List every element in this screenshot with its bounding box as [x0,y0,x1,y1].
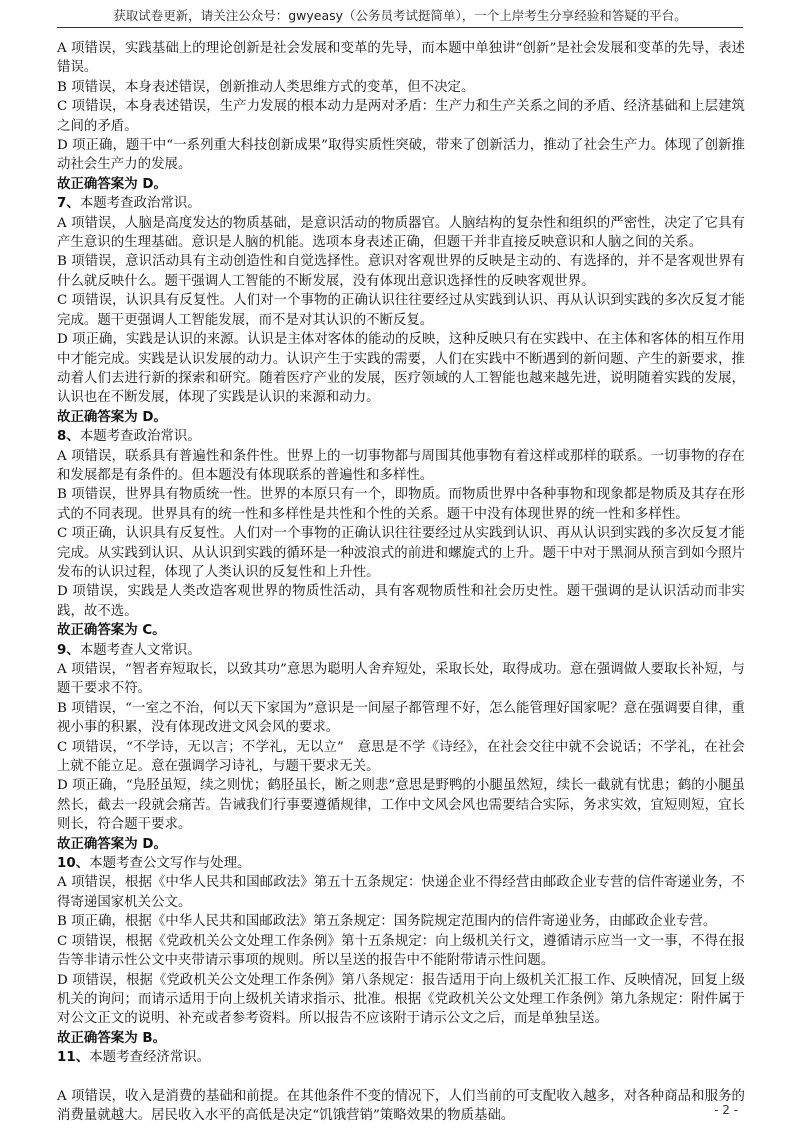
question-heading [57,427,745,446]
question-number: 8、 [57,429,80,445]
page-number: - 2 - [714,1103,738,1117]
option-explanation: A 项错误，实践基础上的理论创新是社会发展和变革的先导，而本题中单独讲“创新”是社会发展和变革的先导，表述错误。 [57,41,745,76]
option-explanation: D 项正确，题干中“一系列重大科技创新成果”取得实质性突破，带来了创新活力，推动了社会生产力。体现了创新推动社会生产力的发展。 [57,138,745,173]
question-number: 11、 [57,1050,90,1066]
question-heading [57,854,745,873]
correct-answer-line: 故正确答案为 C。 [57,623,166,639]
question-topic: 本题考查人文常识。 [79,642,201,658]
correct-answer-line: 故正确答案为 B。 [57,1030,167,1046]
question-number: 9、 [57,642,80,658]
option-explanation: B 项错误，本身表述错误，创新推动人类思维方式的变革，但不决定。 [57,79,475,95]
option-explanation: D 项正确，实践是认识的来源。认识是主体对客体的能动的反映，这种反映只有在实践中、在主体和客体的相互作用中才能完成。实践是认识发展的动力。认识产生于实践的需要，人们在实践中不断遇到的新问题、产生的新要求，推动着人们去进行新的探索和研究。随着医疗产业的发展，医疗领域的人工智能也越来越先进，说明随着实践的发展，认识也在不断发展，体现了实践是认识的来源和动力。 [57,332,745,406]
question-topic: 本题考查经济常识。 [89,1050,211,1066]
answer-explanations [57,39,745,1125]
option-explanation: B 项错误，世界具有物质统一性。世界的本原只有一个，即物质。而物质世界中各种事物和现象都是物质及其存在形式的不同表现。世界具有的统一性和多样性是共性和个性的关系。题干中没有体现世界的统一性和多样性。 [57,487,745,522]
correct-answer-line: 故正确答案为 D。 [57,176,167,192]
option-explanation: C 项错误，认识具有反复性。人们对一个事物的正确认识往往要经过从实践到认识、再从认识到实践的多次反复才能完成。题干更强调人工智能发展，而不是对其认识的不断反复。 [57,293,745,328]
option-explanation: B 项正确，根据《中华人民共和国邮政法》第五条规定：国务院规定范围内的信件寄递业务，由邮政企业专营。 [57,914,717,930]
question-topic: 本题考查公文写作与处理。 [89,856,251,872]
option-explanation: A 项错误，人脑是高度发达的物质基础，是意识活动的物质器官。人脑结构的复杂性和组织的严密性，决定了它具有产生意识的生理基础。意识是人脑的机能。选项本身表述正确，但题干并非直接反映意识和人脑之间的关系。 [57,215,745,251]
option-explanation: B 项错误，“一室之不治，何以天下家国为”意识是一间屋子都管理不好，怎么能管理好国家呢？意在强调要自律，重视小事的积累，没有体现改进文风会风的要求。 [57,700,745,736]
correct-answer-line: 故正确答案为 D。 [57,836,167,852]
question-number: 10、 [57,856,90,872]
question-heading [57,1048,745,1067]
question-topic: 本题考查政治常识。 [79,429,201,445]
question-topic: 本题考查政治常识。 [79,196,201,212]
option-explanation: D 项错误，实践是人类改造客观世界的物质性活动，具有客观物质性和社会历史性。题干强调的是认识活动而非实践，故不选。 [57,584,745,619]
question-number: 7、 [57,196,80,212]
header-divider [57,27,743,28]
question-heading [57,641,745,660]
option-explanation: A 项错误，收入是消费的基础和前提。在其他条件不变的情况下，人们当前的可支配收入越多，对各种商品和服务的消费量就越大。居民收入水平的高低是决定“饥饿营销”策略效果的物质基础。 [57,1088,745,1123]
option-explanation: D 项错误，根据《党政机关公文处理工作条例》第八条规定：报告适用于向上级机关汇报工作、反映情况，回复上级机关的询问；而请示适用于向上级机关请求指示、批准。根据《党政机关公文处理工作条例》第九条规定：附件属于对公文正文的说明、补充或者参考资料。所以报告不应该附于请示公文之后，而是单独呈送。 [57,972,745,1027]
option-explanation: C 项正确，认识具有反复性。人们对一个事物的正确认识往往要经过从实践到认识、再从认识到实践的多次反复才能完成。从实践到认识、从认识到实践的循环是一种波浪式的前进和螺旋式的上升。题干中对于黑洞从预言到如今照片发布的认识过程，体现了人类认识的反复性和上升性。 [57,526,745,580]
option-explanation: D 项正确，“凫胫虽短，续之则忧；鹤胫虽长，断之则悲”意思是野鸭的小腿虽然短，续长一截就有忧患；鹤的小腿虽然长，截去一段就会痛苦。告诫我们行事要遵循规律，工作中文风会风也需要结合实际，务求实效，宜短则短，宜长则长，符合题干要求。 [57,778,745,833]
option-explanation: B 项错误，意识活动具有主动创造性和自觉选择性。意识对客观世界的反映是主动的、有选择的，并不是客观世界有什么就反映什么。题干强调人工智能的不断发展，没有体现出意识选择性的反映客观世界。 [57,254,745,289]
option-explanation: C 项错误，“不学诗，无以言；不学礼，无以立” 意思是不学《诗经》，在社会交往中就不会说话；不学礼，在社会上就不能立足。意在强调学习诗礼，与题干要求无关。 [57,739,745,775]
option-explanation: A 项错误，联系具有普遍性和条件性。世界上的一切事物都与周围其他事物有着这样或那样的联系。一切事物的存在和发展都是有条件的。但本题没有体现联系的普遍性和多样性。 [57,448,745,483]
option-explanation: C 项错误，本身表述错误，生产力发展的根本动力是两对矛盾：生产力和生产关系之间的矛盾、经济基础和上层建筑之间的矛盾。 [57,99,745,134]
correct-answer-line: 故正确答案为 D。 [57,409,167,425]
option-explanation: A 项错误，根据《中华人民共和国邮政法》第五十五条规定：快递企业不得经营由邮政企业专营的信件寄递业务，不得寄递国家机关公文。 [57,875,745,910]
option-explanation: C 项错误，根据《党政机关公文处理工作条例》第十五条规定：向上级机关行文，遵循请示应当一文一事，不得在报告等非请示性公文中夹带请示事项的规则。所以呈送的报告中不能附带请示性问题。 [57,933,745,969]
question-heading [57,194,745,213]
option-explanation: A 项错误，“智者弃短取长，以致其功”意思为聪明人舍弃短处，采取长处，取得成功。意在强调做人要取长补短，与题干要求不符。 [57,662,745,697]
page-header: 获取试卷更新，请关注公众号：gwyeasy（公务员考试挺简单），一个上岸考生分享经验和答疑的平台。 [113,8,687,23]
